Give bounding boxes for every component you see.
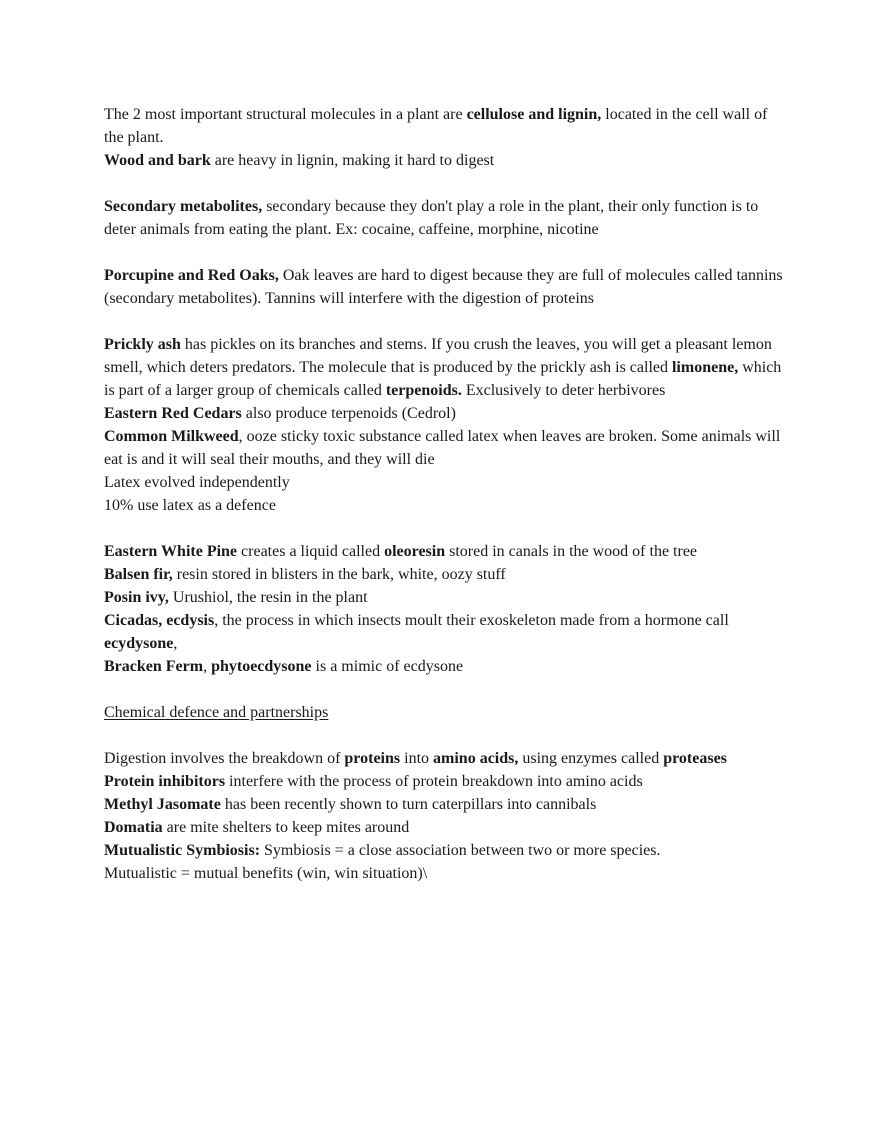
text-run: Symbiosis = a close association between two or more species. xyxy=(260,842,661,859)
bold-term: Cicadas, ecdysis xyxy=(104,612,215,629)
bold-term: Balsen fir, xyxy=(104,566,173,583)
paragraph xyxy=(104,586,784,609)
text-run: Digestion involves the breakdown of xyxy=(104,750,345,767)
paragraph xyxy=(104,103,784,149)
text-run: , ooze sticky toxic substance called latex when leaves are broken. Some animals will eat is and it will seal their mouths, and they will die xyxy=(104,428,781,468)
text-run: Oak leaves are hard to digest because they are full of molecules called tannins (secondary metabolites). Tannins will interfere with the digestion of proteins xyxy=(104,267,783,307)
text-run: are heavy in lignin, making it hard to digest xyxy=(210,152,495,169)
paragraph xyxy=(104,540,784,563)
paragraph xyxy=(104,609,784,655)
text-run: has pickles on its branches and stems. If you crush the leaves, you will get a pleasant lemon smell, which deters predators. The molecule that is produced by the prickly ash is called xyxy=(104,336,772,376)
bold-term: oleoresin xyxy=(384,543,446,560)
bold-term: terpenoids. xyxy=(385,382,462,399)
paragraph xyxy=(104,816,784,839)
paragraph xyxy=(104,563,784,586)
text-run: which is part of a larger group of chemicals called xyxy=(104,359,782,399)
text-run: Urushiol, the resin in the plant xyxy=(168,589,368,606)
paragraph xyxy=(104,471,784,494)
bold-term: Methyl Jasomate xyxy=(104,796,221,813)
text-run: is a mimic of ecdysone xyxy=(311,658,464,675)
text-run: , xyxy=(203,658,212,675)
bold-term: Eastern Red Cedars xyxy=(104,405,242,422)
document-body xyxy=(104,103,784,885)
text-run: located in the cell wall of the plant. xyxy=(104,106,768,146)
paragraph xyxy=(104,333,784,402)
text-run: , the process in which insects moult their exoskeleton made from a hormone call xyxy=(214,612,729,629)
text-run: are mite shelters to keep mites around xyxy=(162,819,410,836)
text-run: The 2 most important structural molecules in a plant are xyxy=(104,106,467,123)
paragraph xyxy=(104,402,784,425)
text-run: 10% use latex as a defence xyxy=(104,497,276,514)
blank-line xyxy=(104,172,784,195)
text-run: Chemical defence and partnerships xyxy=(104,704,329,721)
paragraph xyxy=(104,793,784,816)
bold-term: amino acids, xyxy=(433,750,519,767)
text-run: stored in canals in the wood of the tree xyxy=(445,543,698,560)
text-run: Mutualistic = mutual benefits (win, win situation)\ xyxy=(104,865,428,882)
paragraph xyxy=(104,149,784,172)
bold-term: phytoecdysone xyxy=(211,658,312,675)
bold-term: Common Milkweed xyxy=(104,428,239,445)
bold-term: Prickly ash xyxy=(104,336,181,353)
bold-term: Eastern White Pine xyxy=(104,543,238,560)
blank-line xyxy=(104,310,784,333)
text-run: interfere with the process of protein breakdown into amino acids xyxy=(225,773,643,790)
bold-term: ecydysone xyxy=(104,635,174,652)
bold-term: Porcupine and Red Oaks, xyxy=(104,267,279,284)
paragraph xyxy=(104,425,784,471)
bold-term: Wood and bark xyxy=(104,152,211,169)
text-run: also produce terpenoids (Cedrol) xyxy=(241,405,456,422)
paragraph xyxy=(104,655,784,678)
bold-term: Domatia xyxy=(104,819,163,836)
bold-term: Protein inhibitors xyxy=(104,773,226,790)
paragraph xyxy=(104,862,784,885)
bold-term: Posin ivy, xyxy=(104,589,169,606)
text-run: has been recently shown to turn caterpillars into cannibals xyxy=(220,796,597,813)
blank-line xyxy=(104,517,784,540)
bold-term: limonene, xyxy=(671,359,739,376)
text-run: Exclusively to deter herbivores xyxy=(461,382,666,399)
blank-line xyxy=(104,724,784,747)
paragraph xyxy=(104,839,784,862)
bold-term: Mutualistic Symbiosis: xyxy=(104,842,261,859)
paragraph xyxy=(104,494,784,517)
bold-term: Bracken Ferm xyxy=(104,658,204,675)
paragraph xyxy=(104,747,784,770)
blank-line xyxy=(104,678,784,701)
text-run: into xyxy=(400,750,434,767)
bold-term: proteases xyxy=(663,750,727,767)
text-run: creates a liquid called xyxy=(237,543,385,560)
text-run: , xyxy=(173,635,178,652)
text-run: Latex evolved independently xyxy=(104,474,290,491)
bold-term: proteins xyxy=(344,750,401,767)
blank-line xyxy=(104,241,784,264)
paragraph xyxy=(104,770,784,793)
section-heading xyxy=(104,701,784,724)
bold-term: Secondary metabolites, xyxy=(104,198,263,215)
paragraph xyxy=(104,195,784,241)
paragraph xyxy=(104,264,784,310)
text-run: secondary because they don't play a role in the plant, their only function is to deter animals from eating the plant. Ex: cocaine, caffeine, morphine, nicotine xyxy=(104,198,759,238)
text-run: resin stored in blisters in the bark, white, oozy stuff xyxy=(172,566,506,583)
text-run: using enzymes called xyxy=(518,750,664,767)
bold-term: cellulose and lignin, xyxy=(466,106,602,123)
